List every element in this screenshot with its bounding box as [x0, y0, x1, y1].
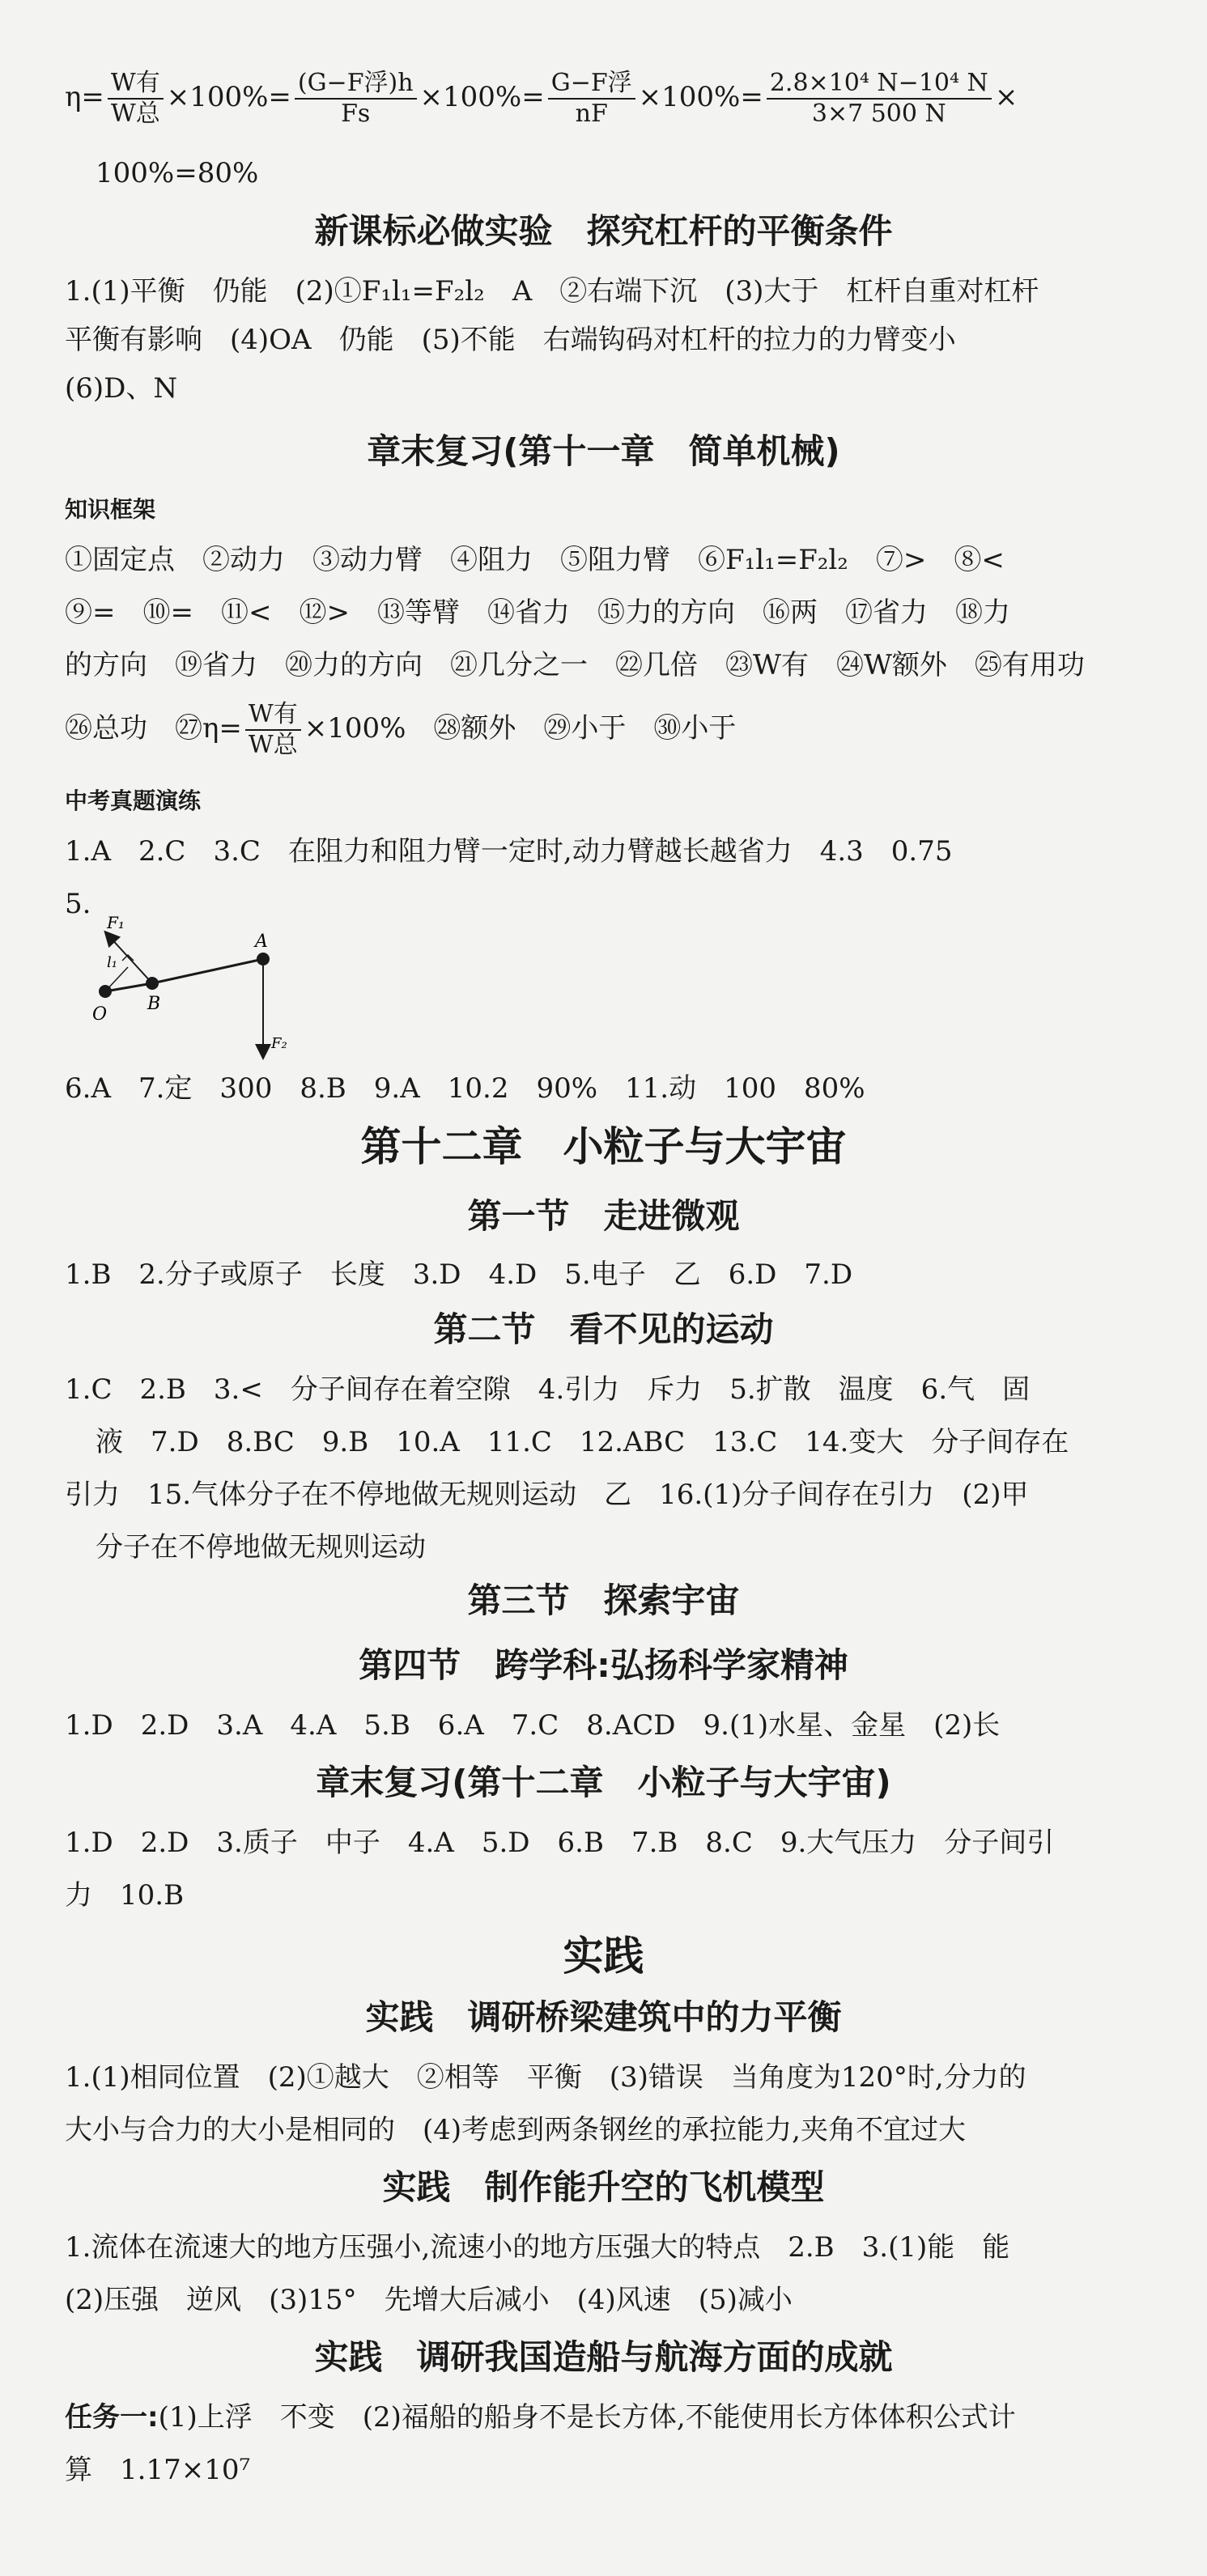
- framework-line-3: 的方向 ⑲省力 ⑳力的方向 ㉑几分之一 ㉒几倍 ㉓W有 ㉔W额外 ㉕有用功: [65, 649, 1085, 681]
- section2-line-3: 引力 15.气体分子在不停地做无规则运动 乙 16.(1)分子间存在引力 (2)甲: [65, 1479, 1029, 1511]
- point-a: [257, 953, 270, 965]
- fraction-efficiency: $\frac{\text{W有}}{\text{W总}}$: [245, 700, 301, 760]
- framework-line-1: ①固定点 ②动力 ③动力臂 ④阻力 ⑤阻力臂 ⑥F₁l₁=F₂l₂ ⑦> ⑧<: [65, 544, 1005, 576]
- practice3-line-1: 任务一:(1)上浮 不变 (2)福船的船身不是长方体,不能使用长方体体积公式计: [65, 2401, 1016, 2434]
- pivot-o: [99, 985, 112, 998]
- framework-label: 知识框架: [65, 496, 156, 523]
- practice2-title: 实践 制作能升空的飞机模型: [382, 2167, 825, 2207]
- review12-line-2: 力 10.B: [65, 1879, 185, 1912]
- label-l1: l₁: [107, 954, 117, 971]
- practice-title: 实践: [563, 1933, 644, 1980]
- section2-line-4: 分子在不停地做无规则运动: [96, 1531, 426, 1564]
- experiment-line-1: 1.(1)平衡 仍能 (2)①F₁l₁=F₂l₂ A ②右端下沉 (3)大于 杠杆自重对杠杆: [65, 275, 1039, 308]
- practice1-line-1: 1.(1)相同位置 (2)①越大 ②相等 平衡 (3)错误 当角度为120°时,分力的: [65, 2061, 1026, 2094]
- label-a: A: [255, 932, 268, 952]
- label-f1: F₁: [107, 913, 125, 932]
- fraction-numeric: $\frac{\text{2.8×10⁴ N−10⁴ N}}{3\times 7 500 N}$: [767, 69, 992, 129]
- practice1-title: 实践 调研桥梁建筑中的力平衡: [365, 1997, 842, 2037]
- section4-line-1: 1.D 2.D 3.A 4.A 5.B 6.A 7.C 8.ACD 9.(1)水星、金星 (2)长: [65, 1709, 1001, 1742]
- framework-line-4: ㉖总功 ㉗η= $\frac{\text{W有}}{\text{W总}}$ ×100% ㉘额外 ㉙小于 ㉚小于: [65, 700, 737, 759]
- exam-line-1: 1.A 2.C 3.C 在阻力和阻力臂一定时,动力臂越长越省力 4.3 0.75: [65, 835, 953, 868]
- practice2-line-1: 1.流体在流速大的地方压强小,流速小的地方压强大的特点 2.B 3.(1)能 能: [65, 2231, 1010, 2264]
- practice2-line-2: (2)压强 逆风 (3)15° 先增大后减小 (4)风速 (5)减小: [65, 2284, 793, 2316]
- label-o: O: [92, 1004, 108, 1025]
- section2-line-1: 1.C 2.B 3.< 分子间存在着空隙 4.引力 斥力 5.扩散 温度 6.气 固: [65, 1373, 1031, 1406]
- chapter12-title: 第十二章 小粒子与大宇宙: [360, 1123, 847, 1170]
- efficiency-formula: η= $\frac{\text{W有}}{\text{W总}}$ ×100%= $\frac{\text{(G−F浮)h}}{Fs}$ ×100%= $\frac{\text{G−F浮}}{nF}$ ×100%= $\frac{\text{2.8×10⁴ N−10⁴ N}}{3\times 7 500 N}$ ×: [65, 69, 1018, 128]
- section4-title: 第四节 跨学科:弘扬科学家精神: [359, 1645, 848, 1685]
- exam-line-2: 6.A 7.定 300 8.B 9.A 10.2 90% 11.动 100 80%: [65, 1072, 865, 1105]
- fraction-w: $\frac{\text{W有}}{\text{W总}}$: [108, 69, 164, 129]
- framework-line-2: ⑨= ⑩= ⑪< ⑫> ⑬等臂 ⑭省力 ⑮力的方向 ⑯两 ⑰省力 ⑱力: [65, 596, 1010, 629]
- section1-title: 第一节 走进微观: [467, 1196, 740, 1236]
- practice3-title: 实践 调研我国造船与航海方面的成就: [314, 2337, 893, 2377]
- lever-diagram: [89, 910, 332, 1064]
- section3-title: 第三节 探索宇宙: [467, 1581, 740, 1620]
- experiment-title: 新课标必做实验 探究杠杆的平衡条件: [314, 211, 893, 251]
- task-one-label: 任务一:: [65, 2401, 159, 2434]
- question-5-number: 5.: [65, 888, 91, 920]
- label-f2: F₂: [271, 1035, 287, 1052]
- review12-line-1: 1.D 2.D 3.质子 中子 4.A 5.D 6.B 7.B 8.C 9.大气压力 分子间引: [65, 1827, 1055, 1859]
- review11-title: 章末复习(第十一章 简单机械): [367, 431, 840, 471]
- fraction-g-nf: $\frac{\text{G−F浮}}{nF}$: [548, 69, 635, 129]
- fraction-g-f: $\frac{\text{(G−F浮)h}}{Fs}$: [295, 69, 417, 129]
- experiment-line-2: 平衡有影响 (4)OA 仍能 (5)不能 右端钩码对杠杆的拉力的力臂变小: [65, 324, 956, 356]
- label-b: B: [147, 994, 161, 1014]
- section2-title: 第二节 看不见的运动: [433, 1309, 774, 1349]
- experiment-line-3: (6)D、N: [65, 372, 178, 405]
- exam-label: 中考真题演练: [65, 787, 202, 814]
- practice3-line-2: 算 1.17×10⁷: [65, 2454, 251, 2486]
- point-b: [146, 977, 159, 990]
- section2-line-2: 液 7.D 8.BC 9.B 10.A 11.C 12.ABC 13.C 14.变大 分子间存在: [96, 1426, 1069, 1458]
- review12-title: 章末复习(第十二章 小粒子与大宇宙): [316, 1763, 891, 1802]
- lever-arm-ba: [152, 959, 263, 983]
- formula-result: 100%=80%: [96, 157, 259, 189]
- practice1-line-2: 大小与合力的大小是相同的 (4)考虑到两条钢丝的承拉能力,夹角不宜过大: [65, 2114, 966, 2146]
- eta-symbol: η=: [65, 81, 104, 113]
- section1-line-1: 1.B 2.分子或原子 长度 3.D 4.D 5.电子 乙 6.D 7.D: [65, 1258, 853, 1291]
